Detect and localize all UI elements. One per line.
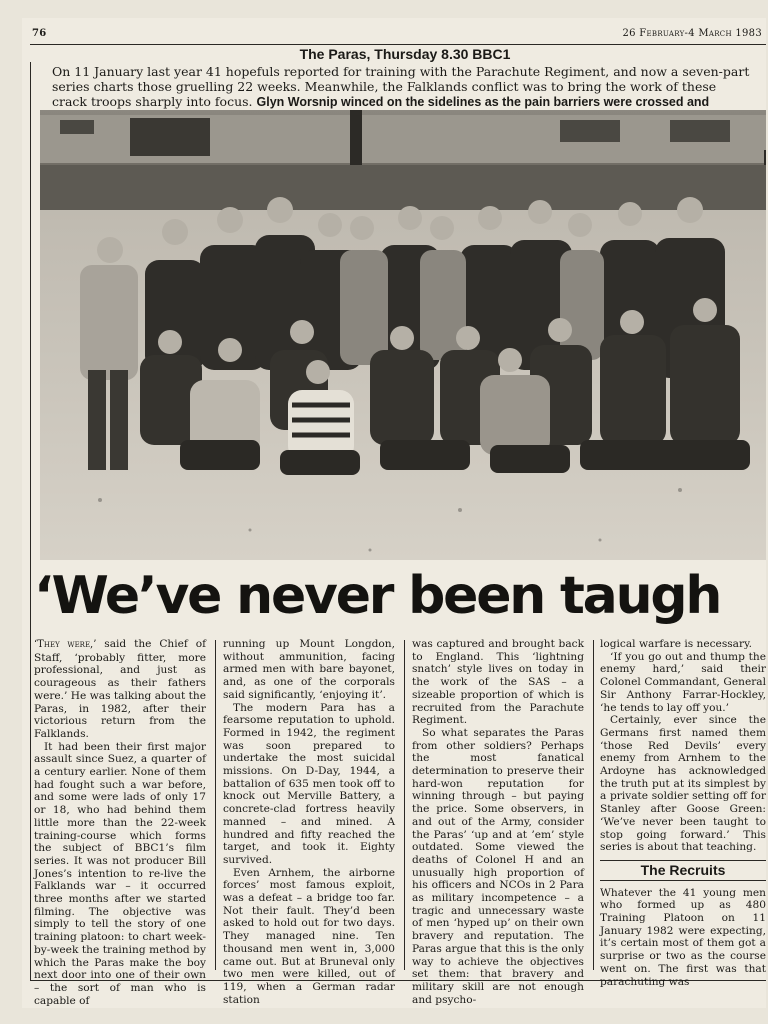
paragraph [34, 638, 206, 741]
date-line: 26 February-4 March 1983 [622, 28, 762, 39]
intro-byline: Glyn Worsnip winced on the sidelines as the pain barriers were crossed and [256, 95, 710, 109]
paragraph: So what separates the Paras from other soldiers? Perhaps the most fanatical determination to preserve their hard-won reputation for winning through – but paying the price. Some observers, in and out of the Army, consider the Paras’ ‘up and at ’em’ style outdated. Some viewed the deaths of Colonel H and an unusually high proportion of his officers and NCOs in 2 Para as military incompetence – a tragic and unnecessary waste of men ‘hyped up’ on their own bravery and reputation. The Paras argue that this is the only way to achieve the objectives set them: that bravery and military skill are not enough and psycho- [412, 726, 584, 1006]
paragraph: running up Mount Longdon, without ammunition, facing armed men with bare bayonet, and, as one of the corporals said significantly, ‘enjoying it’. [223, 638, 395, 701]
page-number: 76 [32, 28, 47, 39]
intro-text: On 11 January last year 41 hopefuls reported for training with the Parachute Regiment, and now a seven-part series charts those gruelling 22 weeks. Meanwhile, the Falklands conflict was to bring the work of these crack troops sharply into focus. [52, 64, 750, 109]
paragraph-text: said the Chief of Staff, ‘probably fitter, more professional, and just as courageous as their fathers were.’ He was talking about the Paras, in 1982, after their victorious return from the Falklands. [34, 638, 206, 740]
column-rule [215, 640, 216, 970]
paragraph: ‘If you go out and thump the enemy hard,’ said their Colonel Commandant, General Sir Anthony Farrar-Hockley, ‘he tends to lay off you.’ [600, 650, 766, 714]
page-header [32, 28, 762, 44]
paragraph: logical warfare is necessary. [600, 638, 753, 650]
paragraph: Whatever the 41 young men who formed up as 480 Training Platoon on 11 January 1982 were expecting, it’s certain most of them got a surprise or two as the course went on. The first was that parachuting was [600, 886, 766, 988]
paragraph: Even Arnhem, the airborne forces’ most famous exploit, was a defeat – a bridge too far. Not their fault. They’d been asked to hold out for two days. They managed nine. Ten thousand men went in, 3,000 came out. But at Bruneval only two men were killed, out of 119, when a German radar station [223, 866, 395, 1006]
body-columns [34, 638, 768, 1007]
header-rule [30, 44, 766, 45]
lead-in: ‘They were,’ [34, 639, 97, 650]
column-3 [412, 638, 584, 1006]
column-2 [223, 638, 395, 1006]
subheading-recruits: The Recruits [600, 860, 766, 881]
headline: ‘We’ve never been taugh [34, 566, 721, 626]
newspaper-page [22, 18, 766, 1008]
column-4 [600, 638, 766, 988]
programme-strap: The Paras, Thursday 8.30 BBC1 [299, 46, 511, 62]
paragraph: was captured and brought back to England. This ‘lightning snatch’ style lives on today in the work of the SAS – a sizeable proportion of which is recruited from the Parachute Regiment. [412, 638, 584, 727]
recruits-photo-image [40, 110, 766, 560]
paragraph: The modern Para has a fearsome reputation to uphold. Formed in 1942, the regiment was soon prepared to undertake the most suicidal missions. On D-Day, 1944, a battalion of 635 men took off to knock out Merville Battery, a concrete-clad fortress heavily manned – and mined. A hundred and fifty reached the target, and took it. Eighty survived. [223, 701, 395, 866]
column-1 [34, 638, 206, 1007]
paragraph: It had been their first major assault since Suez, a quarter of a century earlier. None of them had fought such a war before, and some were lads of only 17 or 18, who had behind them little more than the 22-week training-course which forms the subject of BBC1’s film series. It was not producer Bill Jones’s intention to re-live the Falklands war – it occurred three months after we started filming. The objective was simply to tell the story of one training platoon: to chart week-by-week the training method by which the Paras make the boy next door into one of their own – the sort of man who is capable of [34, 740, 206, 1007]
column-rule [404, 640, 405, 970]
column-rule [593, 640, 594, 970]
paragraph: Certainly, ever since the Germans first named them ‘those Red Devils’ every enemy from Arnhem to the Ardoyne has acknowledged the truth put at its simplest by a private soldier setting off for Stanley after Goose Green: ‘We’ve never been taught to stop going forward.’ This series is about that teaching. [600, 714, 766, 854]
group-photo [40, 110, 766, 560]
